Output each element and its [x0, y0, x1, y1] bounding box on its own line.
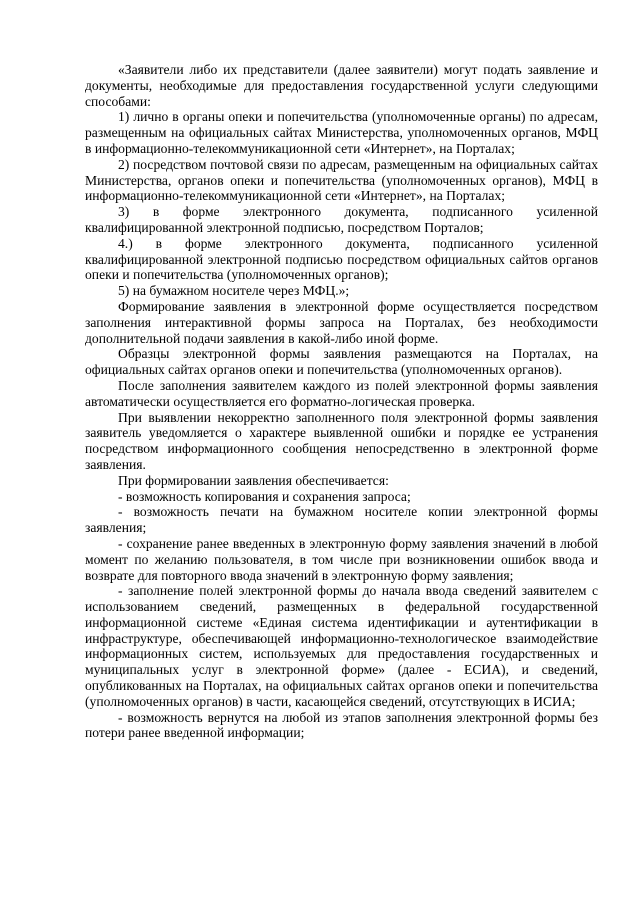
paragraph: При выявлении некорректно заполненного поля электронной формы заявления заявитель уведомляется о характере выявленной ошибки и порядке ее устранения посредством информационного сообщения непосредственно в электронной форме заявления. — [85, 409, 598, 472]
paragraph: «Заявители либо их представители (далее заявители) могут подать заявление и документы, необходимые для предоставления государственной услуги следующими способами: — [85, 62, 598, 109]
list-item: - сохранение ранее введенных в электронную форму заявления значений в любой момент по желанию пользователя, в том числе при возникновении ошибок ввода и возврате для повторного ввода значений в электронную форму заявления; — [85, 535, 598, 583]
paragraph: 5) на бумажном носителе через МФЦ.»; — [118, 283, 350, 299]
paragraph: 1) лично в органы опеки и попечительства (уполномоченные органы) по адресам, размещенным на официальных сайтах Министерства, уполномоченных органов, МФЦ в информационно-телекоммуникационной сети «Интернет», на Порталах; — [85, 109, 598, 156]
paragraph: 2) посредством почтовой связи по адресам, размещенным на официальных сайтах Министерства, органов опеки и попечительства (уполномоченных органов), МФЦ в информационно-телекоммуникационной сети «Интернет», на Порталах; — [85, 156, 598, 204]
list-item: - заполнение полей электронной формы до начала ввода сведений заявителем с использованием сведений, размещенных в федеральной государственной информационной системе «Единая система идентификации и аутентификации в инфраструктуре, обеспечивающей информационно-технологическое взаимодействие информационных систем, используемых для предоставления государственных и муниципальных услуг в электронной форме» (далее - ЕСИА), и сведений, опубликованных на Порталах, на официальных сайтах органов опеки и попечительства (уполномоченных органов) в части, касающейся сведений, отсутствующих в ИСИА; — [85, 583, 598, 709]
paragraph: 4.) в форме электронного документа, подписанного усиленной квалифицированной электронной подписью посредством официальных сайтов органов опеки и попечительства (уполномоченных органов); — [85, 235, 598, 283]
paragraph: При формировании заявления обеспечивается: — [118, 472, 389, 488]
list-item: - возможность копирования и сохранения запроса; — [118, 488, 411, 504]
paragraph: Образцы электронной формы заявления размещаются на Порталах, на официальных сайтах органов опеки и попечительства (уполномоченных органов). — [85, 346, 598, 378]
list-item: - возможность печати на бумажном носителе копии электронной формы заявления; — [85, 504, 598, 536]
paragraph: Формирование заявления в электронной форме осуществляется посредством заполнения интерактивной формы запроса на Порталах, без необходимости дополнительной подачи заявления в какой-либо иной форме. — [85, 298, 598, 346]
paragraph: После заполнения заявителем каждого из полей электронной формы заявления автоматически осуществляется его форматно-логическая проверка. — [85, 377, 598, 409]
list-item: - возможность вернутся на любой из этапов заполнения электронной формы без потери ранее введенной информации; — [85, 709, 598, 741]
paragraph: 3) в форме электронного документа, подписанного усиленной квалифицированной электронной подписью, посредством Порталов; — [85, 204, 598, 235]
